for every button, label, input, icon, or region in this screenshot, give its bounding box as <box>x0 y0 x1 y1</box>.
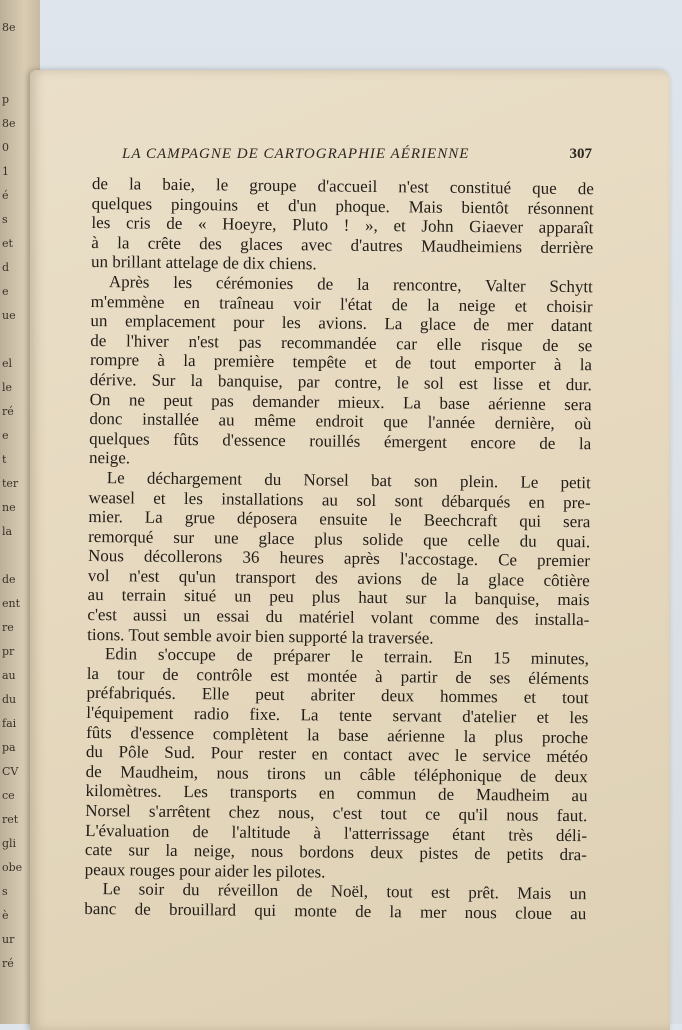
text-line: du Pôle Sud. Pour rester en contact avec le service météo <box>85 742 589 767</box>
paragraph <box>85 644 589 884</box>
text-line: un brillant attelage de dix chiens. <box>90 252 317 274</box>
facing-page-fragment: e <box>2 429 9 442</box>
facing-page-fragment: s <box>2 213 8 226</box>
facing-page-fragment: 1 <box>2 165 9 178</box>
text-line: peaux rouges pour aider les pilotes. <box>84 859 326 882</box>
facing-page-fragment: ret <box>2 813 19 826</box>
text-line: kilomètres. Les transports en commun de Maudheim au <box>85 781 588 806</box>
facing-page-fragment: de <box>2 573 16 586</box>
text-line: l'équipement radio fixe. La tente servant d'atelier et les <box>86 703 589 728</box>
facing-page-fragment: 8e <box>2 21 16 34</box>
text-line: On ne peut pas demander mieux. La base aérienne sera <box>89 389 592 414</box>
paragraph <box>89 272 593 473</box>
running-title: LA CAMPAGNE DE CARTOGRAPHIE AÉRIENNE <box>122 146 470 162</box>
facing-page-fragment: ue <box>2 309 16 322</box>
text-line: dérive. Sur la banquise, par contre, le sol est lisse et dur. <box>89 369 592 395</box>
text-line: mier. La grue déposera ensuite le Beechcraft qui sera <box>88 507 591 532</box>
facing-page-fragment: la <box>2 525 13 538</box>
text-line: cate sur la neige, nous bordons deux pistes de petits dra- <box>84 840 587 865</box>
text-line: de la baie, le groupe d'accueil n'est constitué que de <box>91 174 594 199</box>
facing-page-fragment: è <box>2 909 9 922</box>
facing-page-fragment: au <box>2 669 16 682</box>
facing-page-fragment: d <box>2 261 10 274</box>
facing-page-fragment: le <box>2 381 13 394</box>
page-number: 307 <box>569 146 592 162</box>
text-line: de l'hiver n'est pas recommandée car elle risque de se <box>90 330 593 355</box>
facing-page-fragment: s <box>2 885 8 898</box>
facing-page-fragment: gli <box>2 837 17 850</box>
facing-page-fragment: pr <box>2 645 15 658</box>
text-line: rompre à la première tempête et de tout emporter à la <box>89 350 593 375</box>
text-line: fûts d'essence complètent la base aérienne la plus proche <box>86 722 589 747</box>
text-line: remorqué sur une glace plus solide que celle du quai. <box>88 526 591 551</box>
facing-page-fragment: 0 <box>2 141 9 154</box>
text-line: la tour de contrôle est montée à partir de ses éléments <box>86 663 589 689</box>
facing-page-fragment: CV <box>2 765 19 778</box>
facing-page-fragment: p <box>2 93 10 106</box>
paragraph <box>87 468 591 650</box>
facing-page-fragment: ur <box>2 933 15 946</box>
facing-page-fragment: ré <box>2 405 14 418</box>
text-line: banc de brouillard qui monte de la mer nous cloue au <box>84 898 587 924</box>
text-line: L'évaluation de l'altitude à l'atterrissage étant très déli- <box>85 820 588 845</box>
text-line: c'est aussi un essai du matériel volant comme des installa- <box>87 605 590 630</box>
facing-page-fragment: et <box>2 237 13 250</box>
facing-page-fragment: ce <box>2 789 15 802</box>
text-line: au terrain situé un peu plus haut sur la banquise, mais <box>87 585 590 610</box>
text-line: les cris de « Hoeyre, Pluto ! », et John Giaever apparaît <box>91 213 594 238</box>
facing-page-fragment: pa <box>2 741 16 754</box>
facing-page-fragment: é <box>2 189 9 202</box>
facing-page-fragment: du <box>2 693 17 706</box>
facing-page-fragment: ent <box>2 597 21 610</box>
text-line: tions. Tout semble avoir bien supporté la traversée. <box>87 624 434 648</box>
text-line: quelques fûts d'essence rouillés émergent encore de la <box>89 428 592 453</box>
text-line: Norsel s'arrêtent chez nous, c'est tout ce qu'il nous faut. <box>85 800 588 826</box>
facing-page-fragment: ré <box>2 957 14 970</box>
text-line: à la crête des glaces avec d'autres Maudheimiens derrière <box>91 232 594 258</box>
facing-page-fragment: el <box>2 357 13 370</box>
text-line: Le soir du réveillon de Noël, tout est prêt. Mais un <box>102 879 587 904</box>
text-line: weasel et les installations au sol sont débarqués en pre- <box>88 487 591 512</box>
facing-page-fragment: e <box>2 285 9 298</box>
text-line: préfabriqués. Elle peut abriter deux hommes et tout <box>86 683 589 708</box>
text-line: un emplacement pour les avions. La glace de mer datant <box>90 311 593 336</box>
running-head <box>122 146 592 163</box>
facing-page-fragment: ne <box>2 501 16 514</box>
text-line: Nous décollerons 36 heures après l'accostage. Ce premier <box>87 546 591 571</box>
paragraph <box>91 174 594 277</box>
facing-page-fragment: re <box>2 621 14 634</box>
text-line: quelques pingouins et d'un phoque. Mais bientôt résonnent <box>91 193 594 218</box>
text-line: vol n'est qu'un transport des avions de la glace côtière <box>87 565 590 591</box>
facing-page-fragment: obe <box>2 861 23 874</box>
text-line: neige. <box>88 448 131 468</box>
text-line: Edin s'occupe de préparer le terrain. En 15 minutes, <box>104 644 590 669</box>
text-line: Le déchargement du Norsel bat son plein. Le petit <box>106 468 591 493</box>
facing-page-fragment: 8e <box>2 117 16 130</box>
text-line: m'emmène en traîneau voir l'état de la neige et choisir <box>90 291 593 316</box>
paragraph <box>84 879 586 923</box>
body-text <box>84 174 594 924</box>
facing-page-fragment: fai <box>2 717 17 730</box>
facing-page-fragment: ter <box>2 477 19 490</box>
text-line: de Maudheim, nous tirons un câble téléphonique de deux <box>85 761 588 787</box>
book-page <box>30 70 670 1030</box>
facing-page-fragment: t <box>2 453 7 466</box>
text-line: donc installée au même endroit que l'année dernière, où <box>89 409 592 434</box>
text-line: Après les cérémonies de la rencontre, Valter Schytt <box>108 272 593 297</box>
